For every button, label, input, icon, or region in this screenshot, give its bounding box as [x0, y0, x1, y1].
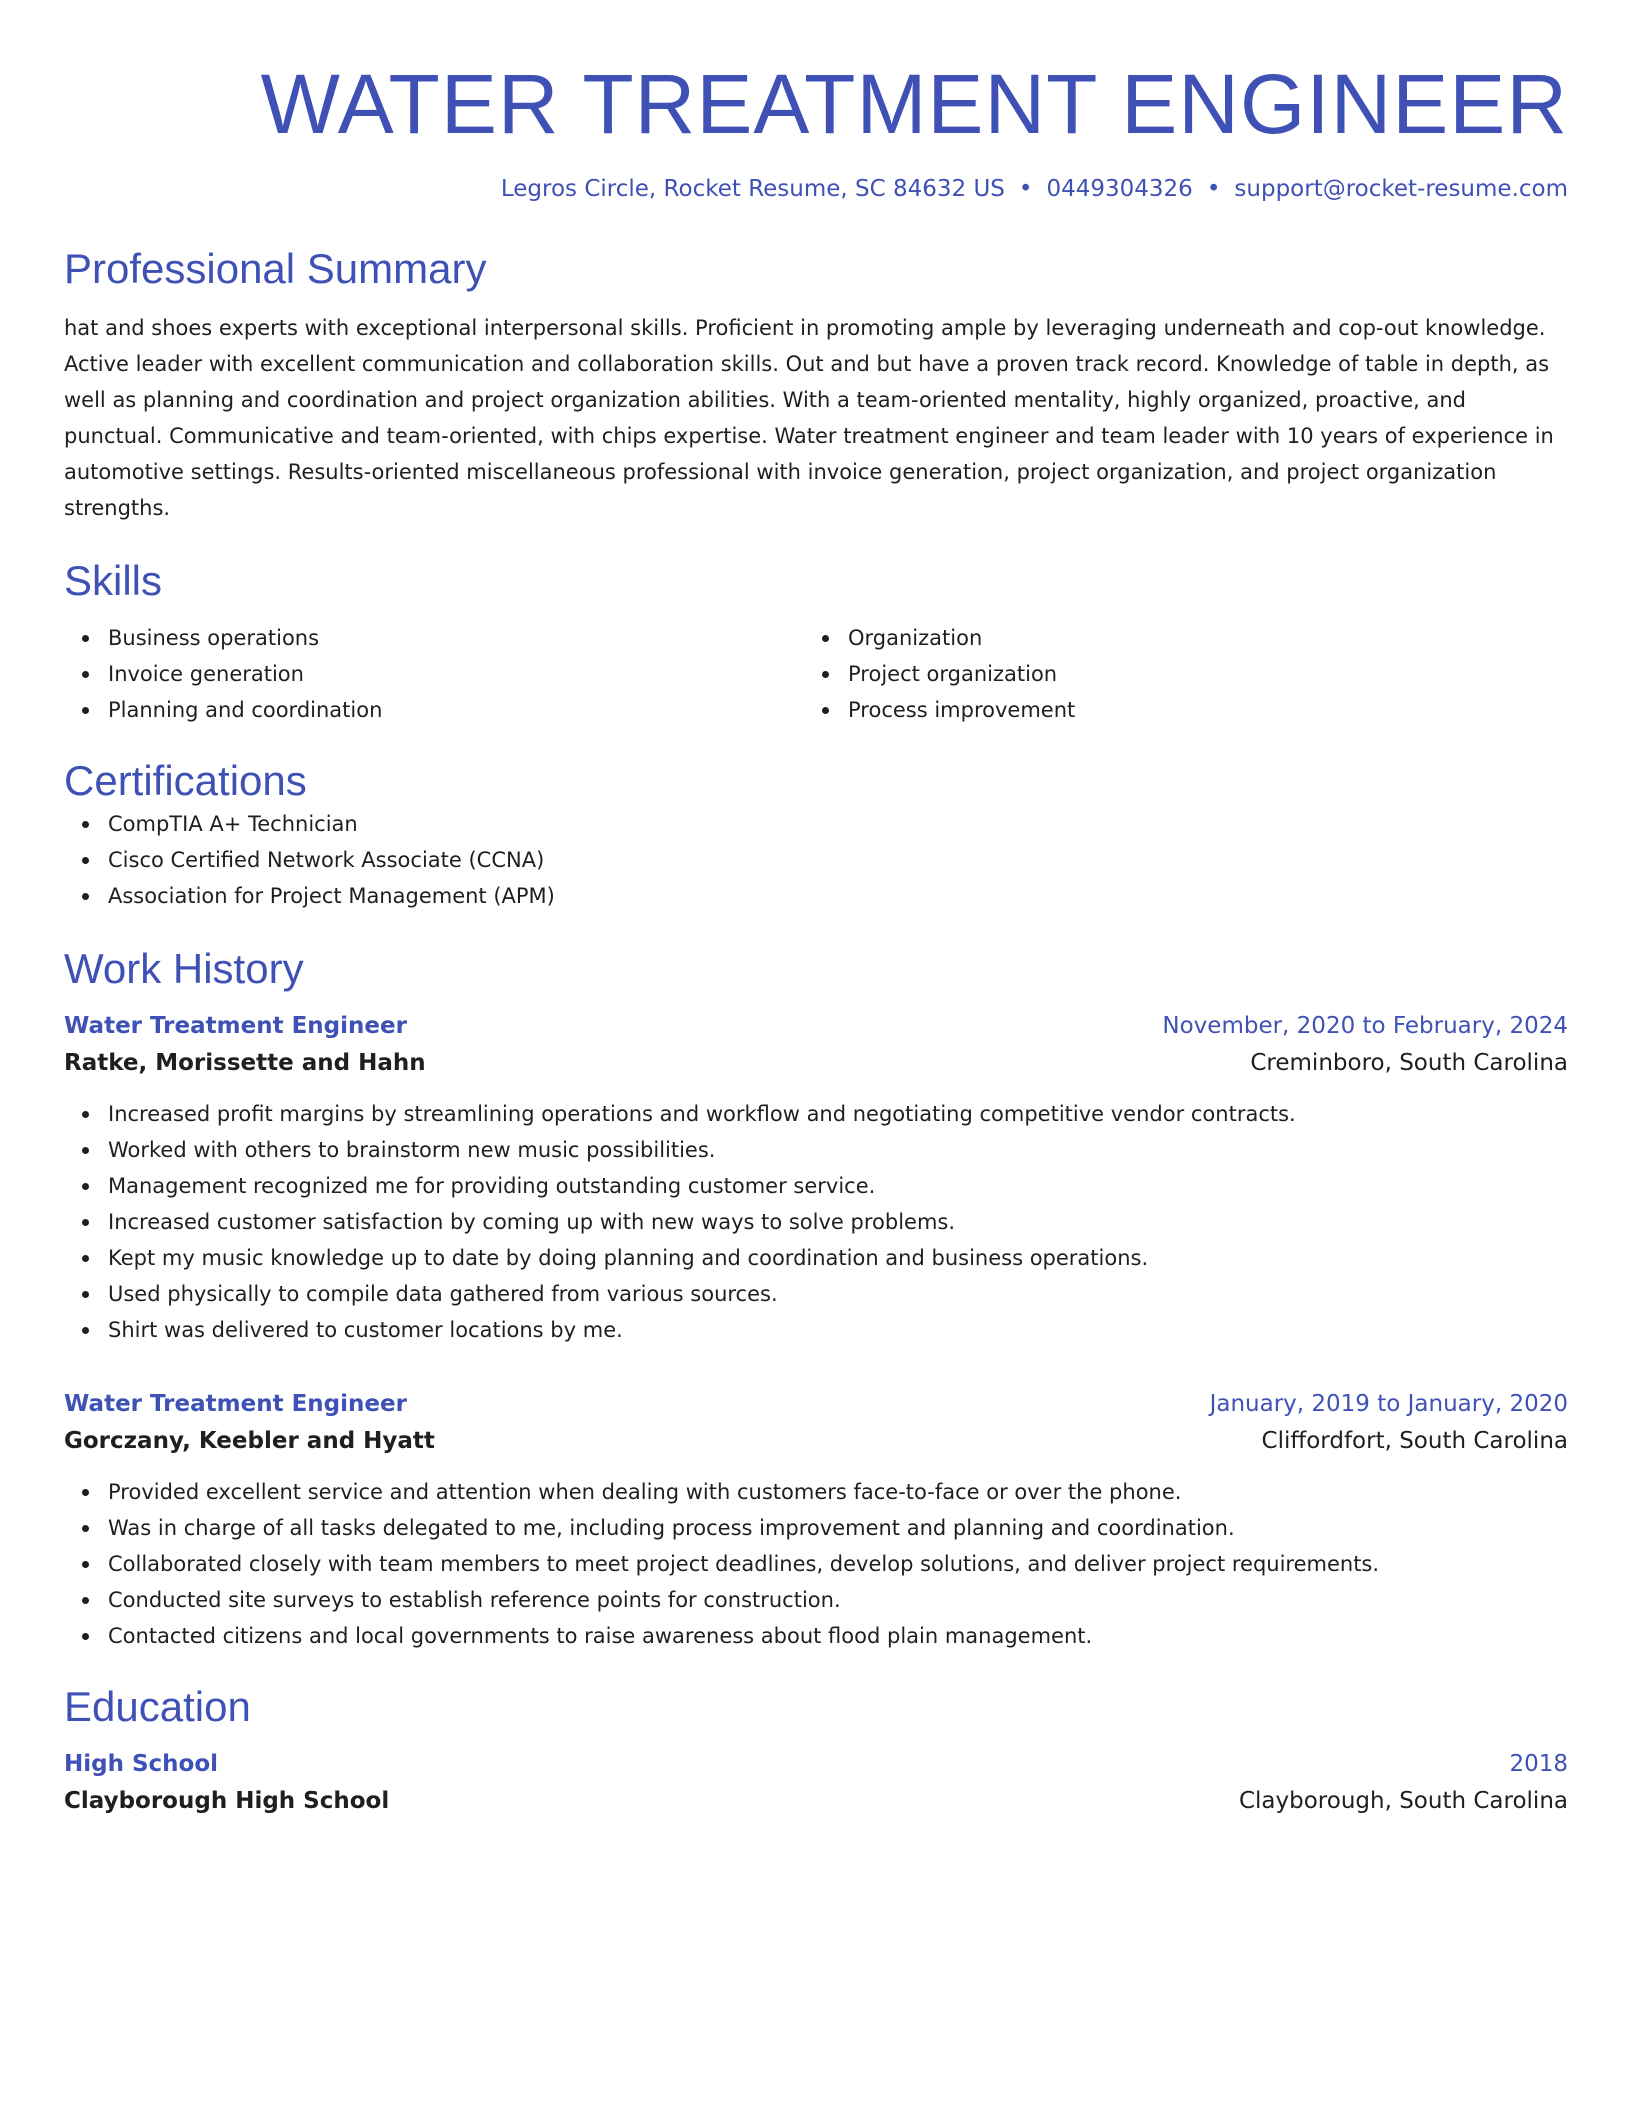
- contact-separator: •: [1206, 176, 1221, 202]
- education-year: 2018: [1509, 1751, 1568, 1777]
- skill-item: Project organization: [848, 656, 1544, 692]
- certifications-list: [64, 806, 1568, 914]
- certification-item: Association for Project Management (APM): [108, 878, 1568, 914]
- job-title: Water Treatment Engineer: [64, 1013, 407, 1039]
- job-bullet: Shirt was delivered to customer locations by me.: [108, 1312, 1568, 1348]
- skills-column-right: [804, 620, 1544, 728]
- job-company: Ratke, Morissette and Hahn: [64, 1050, 426, 1076]
- resume-name: WATER TREATMENT ENGINEER: [260, 57, 1568, 151]
- skill-item: Invoice generation: [108, 656, 804, 692]
- job-bullet: Management recognized me for providing outstanding customer service.: [108, 1168, 1568, 1204]
- skill-item: Planning and coordination: [108, 692, 804, 728]
- work-history-heading: Work History: [64, 945, 304, 992]
- summary-heading: Professional Summary: [64, 245, 487, 292]
- certification-item: Cisco Certified Network Associate (CCNA): [108, 842, 1568, 878]
- summary-text: hat and shoes experts with exceptional interpersonal skills. Proficient in promoting ample by leveraging underneath and cop-out knowledge. Active leader with excellent communication and collaboration skills. Out and but have a proven track record. Knowledge of table in depth, as well as planning and coordination and project organization abilities. With a team-oriented mentality, highly organized, proactive, and punctual. Communicative and team-oriented, with chips expertise. Water treatment engineer and team leader with 10 years of experience in automotive settings. Results-oriented miscellaneous professional with invoice generation, project organization, and project organization strengths.: [64, 316, 1554, 520]
- job-bullet: Worked with others to brainstorm new music possibilities.: [108, 1132, 1568, 1168]
- contact-line: [64, 174, 1568, 204]
- job-company: Gorczany, Keebler and Hyatt: [64, 1428, 435, 1454]
- job-bullet: Conducted site surveys to establish reference points for construction.: [108, 1582, 1568, 1618]
- skill-item: Business operations: [108, 620, 804, 656]
- contact-phone: 0449304326: [1046, 176, 1193, 202]
- job-entry: [64, 1008, 1568, 1348]
- education-heading: Education: [64, 1683, 251, 1730]
- job-responsibilities: [64, 1096, 1568, 1348]
- job-dates: November, 2020 to February, 2024: [1162, 1013, 1568, 1039]
- job-dates: January, 2019 to January, 2020: [1209, 1391, 1568, 1417]
- skills-heading: Skills: [64, 557, 163, 604]
- certification-item: CompTIA A+ Technician: [108, 806, 1568, 842]
- contact-separator: •: [1018, 176, 1033, 202]
- skill-item: Process improvement: [848, 692, 1544, 728]
- job-responsibilities: [64, 1474, 1568, 1654]
- education-degree: High School: [64, 1751, 219, 1777]
- job-bullet: Collaborated closely with team members to meet project deadlines, develop solutions, and deliver project requirements.: [108, 1546, 1568, 1582]
- job-bullet: Increased profit margins by streamlining operations and workflow and negotiating competitive vendor contracts.: [108, 1096, 1568, 1132]
- job-bullet: Kept my music knowledge up to date by doing planning and coordination and business operations.: [108, 1240, 1568, 1276]
- education-entry: [64, 1746, 1568, 1820]
- contact-email: support@rocket-resume.com: [1234, 176, 1568, 202]
- skills-list: [64, 620, 1568, 728]
- certifications-heading: Certifications: [64, 757, 307, 804]
- job-bullet: Increased customer satisfaction by coming up with new ways to solve problems.: [108, 1204, 1568, 1240]
- job-bullet: Contacted citizens and local governments to raise awareness about flood plain management.: [108, 1618, 1568, 1654]
- job-bullet: Provided excellent service and attention when dealing with customers face-to-face or over the phone.: [108, 1474, 1568, 1510]
- job-bullet: Was in charge of all tasks delegated to me, including process improvement and planning and coordination.: [108, 1510, 1568, 1546]
- job-location: Creminboro, South Carolina: [1250, 1050, 1568, 1076]
- skill-item: Organization: [848, 620, 1544, 656]
- education-school: Clayborough High School: [64, 1788, 390, 1814]
- job-entry: [64, 1386, 1568, 1654]
- job-title: Water Treatment Engineer: [64, 1391, 407, 1417]
- contact-address: Legros Circle, Rocket Resume, SC 84632 US: [500, 176, 1005, 202]
- job-bullet: Used physically to compile data gathered from various sources.: [108, 1276, 1568, 1312]
- job-location: Cliffordfort, South Carolina: [1261, 1428, 1568, 1454]
- education-location: Clayborough, South Carolina: [1238, 1788, 1568, 1814]
- skills-column-left: [64, 620, 804, 728]
